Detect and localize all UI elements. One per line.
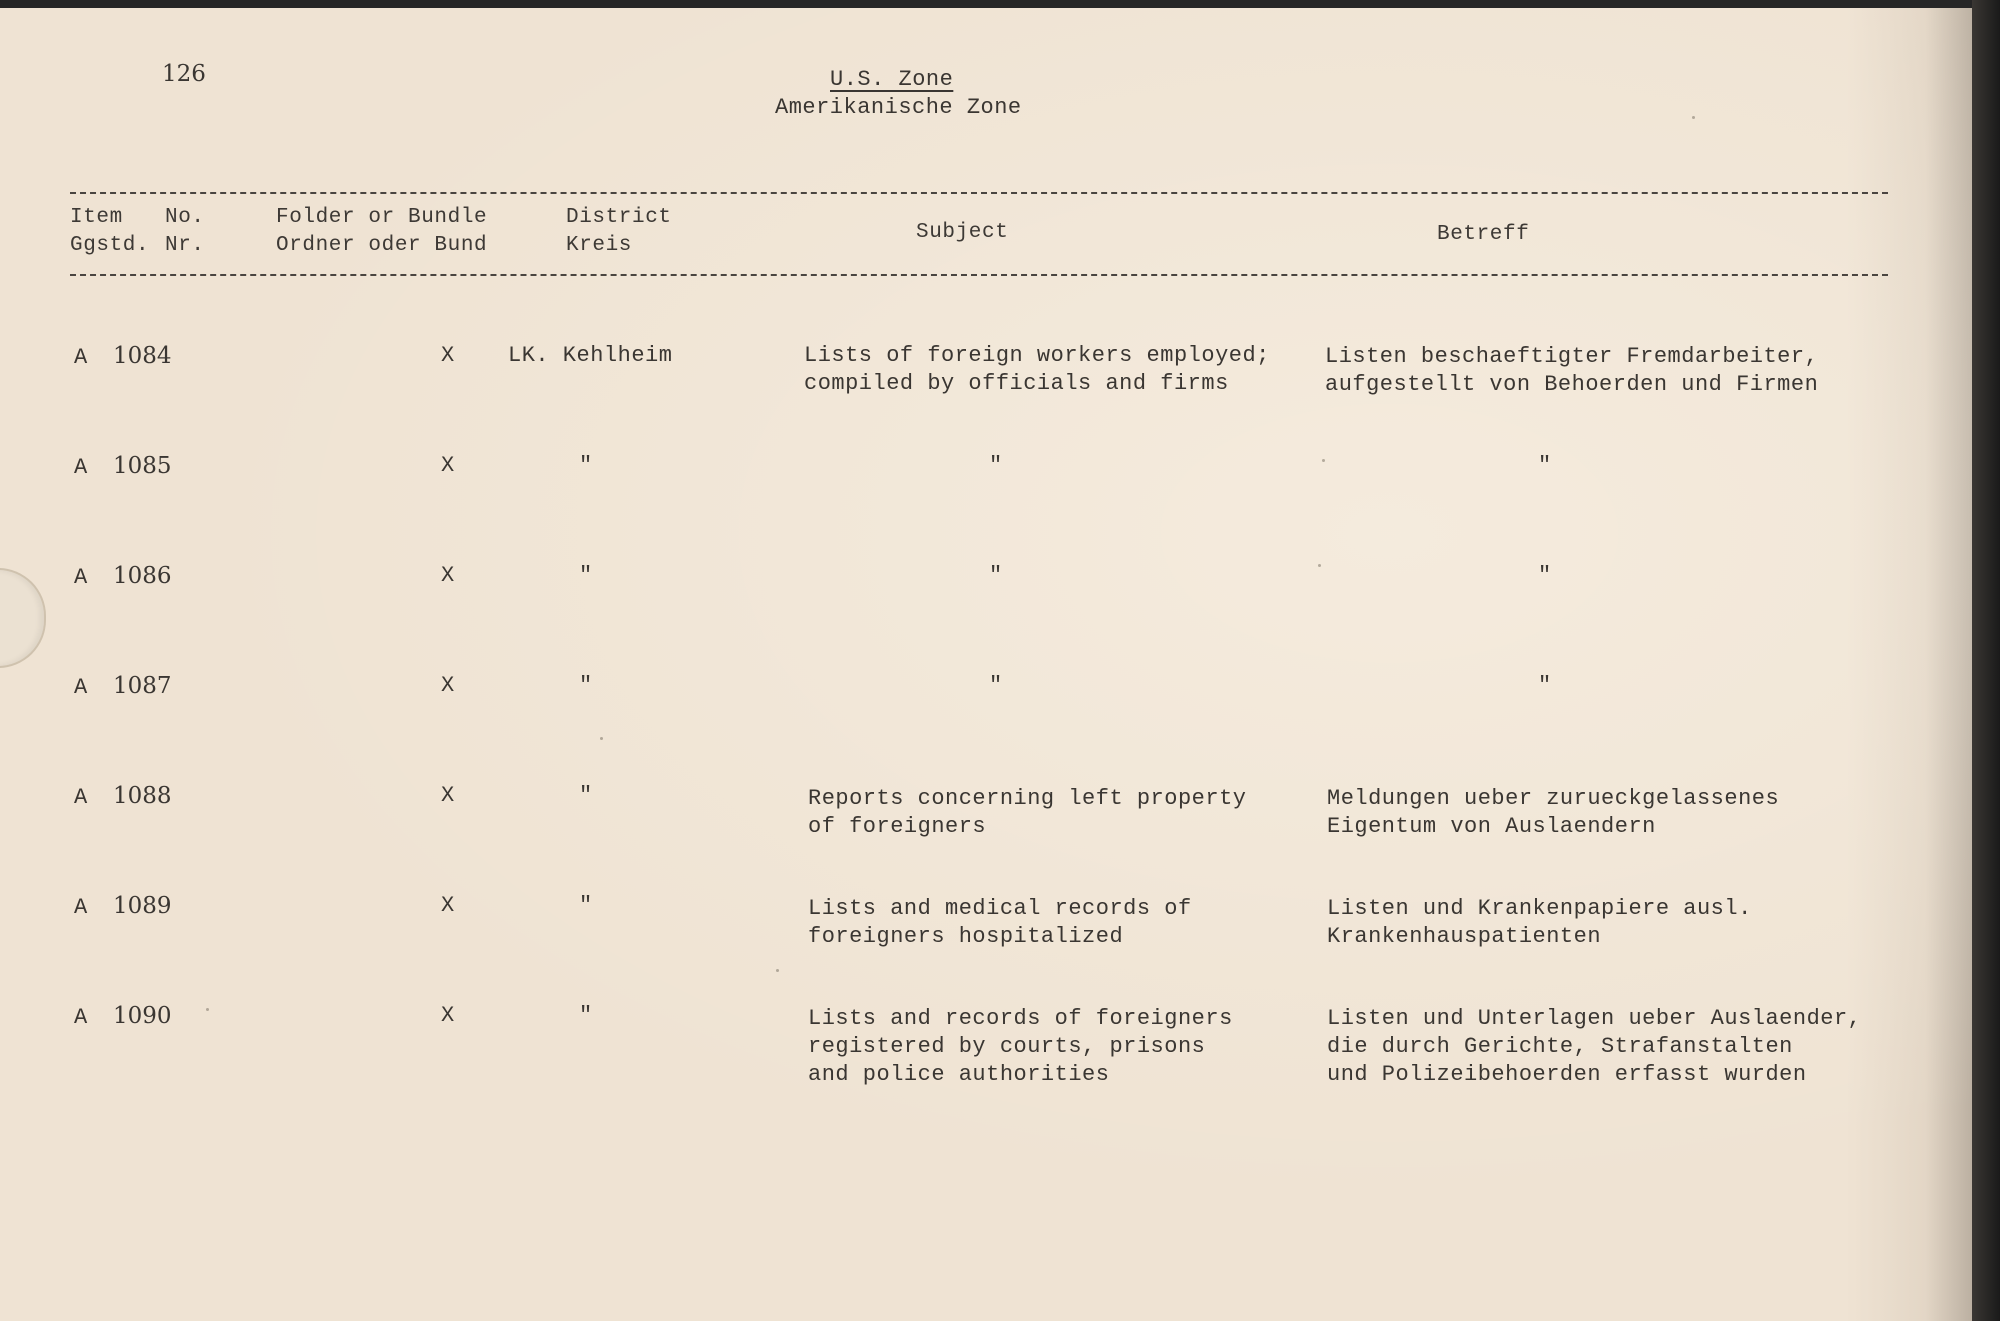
row-district: ": [579, 563, 593, 588]
header-rule-bottom: [70, 274, 1888, 276]
col-district-de: Kreis: [566, 234, 633, 257]
row-betreff-line: und Polizeibehoerden erfasst wurden: [1327, 1062, 1807, 1087]
row-folder-mark: X: [441, 673, 455, 698]
paper-speck: [1322, 459, 1325, 462]
book-binding-edge: [1972, 0, 2000, 1321]
row-betreff-line: Krankenhauspatienten: [1327, 924, 1602, 949]
col-no-de: Nr.: [165, 234, 205, 257]
row-subject-line: Reports concerning left property: [808, 786, 1247, 811]
document-page: [0, 8, 1985, 1321]
row-district: ": [579, 893, 593, 918]
row-subject-line: ": [989, 673, 1003, 698]
row-number: 1088: [113, 783, 172, 809]
row-folder-mark: X: [441, 783, 455, 808]
row-subject-line: ": [989, 453, 1003, 478]
row-betreff-line: ": [1538, 673, 1552, 698]
row-letter: A: [74, 785, 88, 810]
index-tab-notch: [0, 568, 46, 668]
paper-speck: [1692, 116, 1695, 119]
row-folder-mark: X: [441, 1003, 455, 1028]
col-district-en: District: [566, 206, 672, 229]
header-rule-top: [70, 192, 1888, 194]
row-letter: A: [74, 345, 88, 370]
row-subject-line: ": [989, 563, 1003, 588]
row-betreff-line: Listen und Unterlagen ueber Auslaender,: [1327, 1006, 1862, 1031]
row-subject-line: Lists and records of foreigners: [808, 1006, 1233, 1031]
row-betreff-line: Listen beschaeftigter Fremdarbeiter,: [1325, 344, 1819, 369]
paper-speck: [600, 737, 603, 740]
row-letter: A: [74, 455, 88, 480]
row-subject-line: foreigners hospitalized: [808, 924, 1124, 949]
row-subject-line: of foreigners: [808, 814, 987, 839]
row-district: ": [579, 673, 593, 698]
row-betreff-line: Listen und Krankenpapiere ausl.: [1327, 896, 1752, 921]
row-subject-line: Lists and medical records of: [808, 896, 1192, 921]
col-no-en: No.: [165, 206, 205, 229]
col-folder-en: Folder or Bundle: [276, 206, 488, 229]
col-folder-de: Ordner oder Bund: [276, 234, 488, 257]
row-betreff-line: ": [1538, 453, 1552, 478]
col-item-en: Item: [70, 206, 123, 229]
row-betreff-line: ": [1538, 563, 1552, 588]
row-folder-mark: X: [441, 563, 455, 588]
paper-speck: [1318, 564, 1321, 567]
row-subject-line: and police authorities: [808, 1062, 1110, 1087]
row-letter: A: [74, 1005, 88, 1030]
title-german: Amerikanische Zone: [775, 95, 1022, 120]
row-letter: A: [74, 895, 88, 920]
row-number: 1085: [113, 453, 172, 479]
row-folder-mark: X: [441, 893, 455, 918]
paper-speck: [206, 1008, 209, 1011]
row-letter: A: [74, 565, 88, 590]
paper-speck: [776, 969, 779, 972]
row-district: ": [579, 453, 593, 478]
row-number: 1090: [113, 1003, 172, 1029]
col-item-de: Ggstd.: [70, 234, 150, 257]
row-number: 1089: [113, 893, 172, 919]
row-betreff-line: Meldungen ueber zurueckgelassenes: [1327, 786, 1780, 811]
row-number: 1084: [113, 343, 172, 369]
row-folder-mark: X: [441, 343, 455, 368]
page-number: 126: [162, 61, 206, 87]
row-folder-mark: X: [441, 453, 455, 478]
row-subject-line: compiled by officials and firms: [804, 371, 1229, 396]
title-english: U.S. Zone: [830, 67, 954, 92]
row-betreff-line: Eigentum von Auslaendern: [1327, 814, 1656, 839]
row-district: ": [579, 1003, 593, 1028]
col-subject: Subject: [916, 221, 1009, 244]
row-district: ": [579, 783, 593, 808]
row-betreff-line: die durch Gerichte, Strafanstalten: [1327, 1034, 1793, 1059]
row-district: LK. Kehlheim: [508, 343, 673, 368]
row-betreff-line: aufgestellt von Behoerden und Firmen: [1325, 372, 1819, 397]
row-subject-line: registered by courts, prisons: [808, 1034, 1206, 1059]
row-number: 1086: [113, 563, 172, 589]
row-number: 1087: [113, 673, 172, 699]
row-letter: A: [74, 675, 88, 700]
col-betreff: Betreff: [1437, 223, 1530, 246]
row-subject-line: Lists of foreign workers employed;: [804, 343, 1270, 368]
